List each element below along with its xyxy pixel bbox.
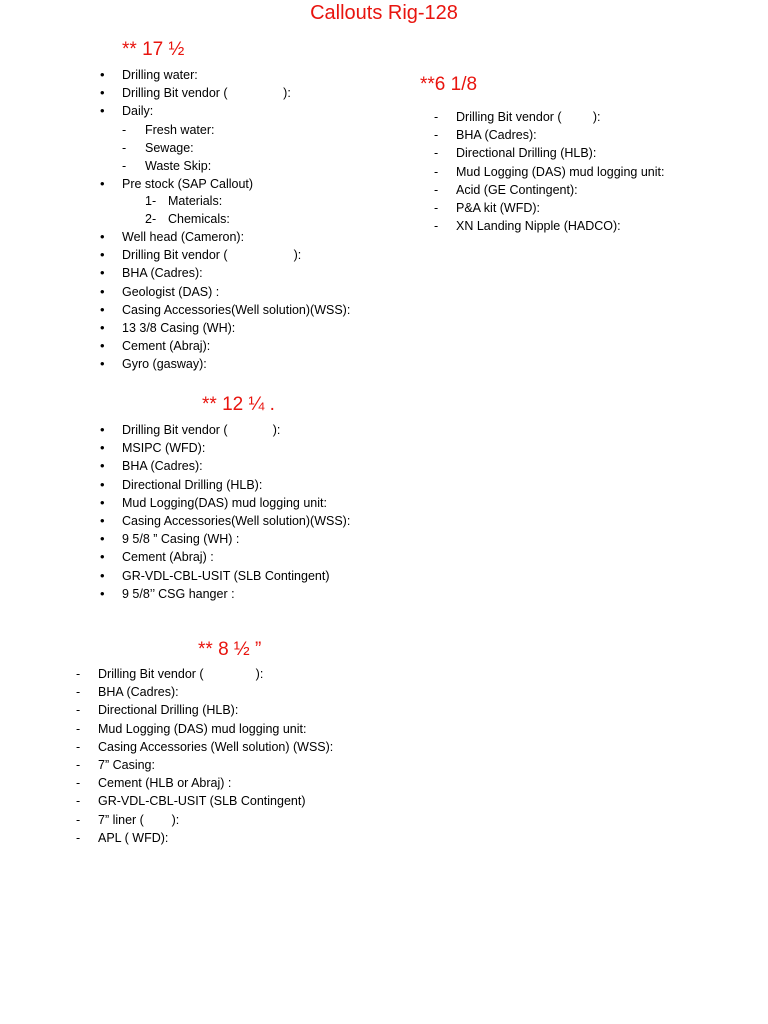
list-item: • Gyro (gasway): bbox=[122, 355, 350, 373]
list-item: • Drilling Bit vendor ( ): bbox=[122, 421, 350, 439]
list-item: • Cement (Abraj) : bbox=[122, 548, 350, 566]
list-item: - Mud Logging (DAS) mud logging unit: bbox=[98, 720, 333, 738]
list-item: - Drilling Bit vendor ( ): bbox=[456, 108, 664, 126]
list-item: • BHA (Cadres): bbox=[122, 264, 350, 282]
list-item: - GR-VDL-CBL-USIT (SLB Contingent) bbox=[98, 792, 333, 810]
list-item: • 9 5/8’’ CSG hanger : bbox=[122, 585, 350, 603]
list-item: - Acid (GE Contingent): bbox=[456, 181, 664, 199]
list-item: - Directional Drilling (HLB): bbox=[456, 144, 664, 162]
list-item: • MSIPC (WFD): bbox=[122, 439, 350, 457]
list-item: • Casing Accessories(Well solution)(WSS): bbox=[122, 512, 350, 530]
section-12-heading: ** 12 ¼ . bbox=[202, 394, 275, 415]
list-item: • Casing Accessories(Well solution)(WSS): bbox=[122, 301, 350, 319]
list-item: • Well head (Cameron): bbox=[122, 228, 350, 246]
list-item: • Cement (Abraj): bbox=[122, 337, 350, 355]
list-item: - Fresh water: bbox=[145, 121, 214, 139]
list-item: - Directional Drilling (HLB): bbox=[98, 701, 333, 719]
section-6-heading: **6 1/8 bbox=[420, 74, 478, 95]
section-17-list-a bbox=[122, 66, 291, 121]
list-item bbox=[145, 210, 230, 228]
section-17-heading: ** 17 ½ bbox=[122, 39, 185, 60]
list-item: - Drilling Bit vendor ( ): bbox=[98, 665, 333, 683]
section-8-list bbox=[98, 665, 333, 847]
list-item: - P&A kit (WFD): bbox=[456, 199, 664, 217]
list-item: • BHA (Cadres): bbox=[122, 457, 350, 475]
list-item: • GR-VDL-CBL-USIT (SLB Contingent) bbox=[122, 567, 350, 585]
section-6-list bbox=[456, 108, 664, 235]
list-item: - APL ( WFD): bbox=[98, 829, 333, 847]
list-item: • Mud Logging(DAS) mud logging unit: bbox=[122, 494, 350, 512]
list-item: - 7” Casing: bbox=[98, 756, 333, 774]
list-item: - XN Landing Nipple (HADCO): bbox=[456, 217, 664, 235]
list-item: - Casing Accessories (Well solution) (WSS): bbox=[98, 738, 333, 756]
list-item: - BHA (Cadres): bbox=[98, 683, 333, 701]
list-item: • Drilling water: bbox=[122, 66, 291, 84]
prestock-sublist bbox=[145, 192, 230, 228]
item-label: Chemicals: bbox=[168, 212, 230, 227]
list-item: - Sewage: bbox=[145, 139, 214, 157]
prestock-item bbox=[122, 175, 253, 193]
list-item: - Cement (HLB or Abraj) : bbox=[98, 774, 333, 792]
item-number: 1- bbox=[145, 194, 157, 208]
page-title: Callouts Rig-128 bbox=[310, 2, 458, 24]
list-item: • Drilling Bit vendor ( ): bbox=[122, 246, 350, 264]
list-item: - BHA (Cadres): bbox=[456, 126, 664, 144]
list-item: • 13 3/8 Casing (WH): bbox=[122, 319, 350, 337]
list-item: • Pre stock (SAP Callout) bbox=[122, 175, 253, 193]
list-item: • Drilling Bit vendor ( ): bbox=[122, 84, 291, 102]
daily-sublist bbox=[145, 121, 214, 176]
list-item: • 9 5/8 ” Casing (WH) : bbox=[122, 530, 350, 548]
section-12-list bbox=[122, 421, 350, 603]
list-item: • Geologist (DAS) : bbox=[122, 283, 350, 301]
list-item: - Mud Logging (DAS) mud logging unit: bbox=[456, 163, 664, 181]
section-8-heading: ** 8 ½ ” bbox=[198, 639, 262, 660]
list-item: • Daily: bbox=[122, 102, 291, 120]
list-item: • Directional Drilling (HLB): bbox=[122, 476, 350, 494]
list-item: - Waste Skip: bbox=[145, 157, 214, 175]
list-item: - 7” liner ( ): bbox=[98, 811, 333, 829]
section-17-list-b bbox=[122, 228, 350, 374]
item-number: 2- bbox=[145, 212, 157, 227]
item-label: Materials: bbox=[168, 194, 223, 208]
list-item bbox=[145, 192, 230, 210]
